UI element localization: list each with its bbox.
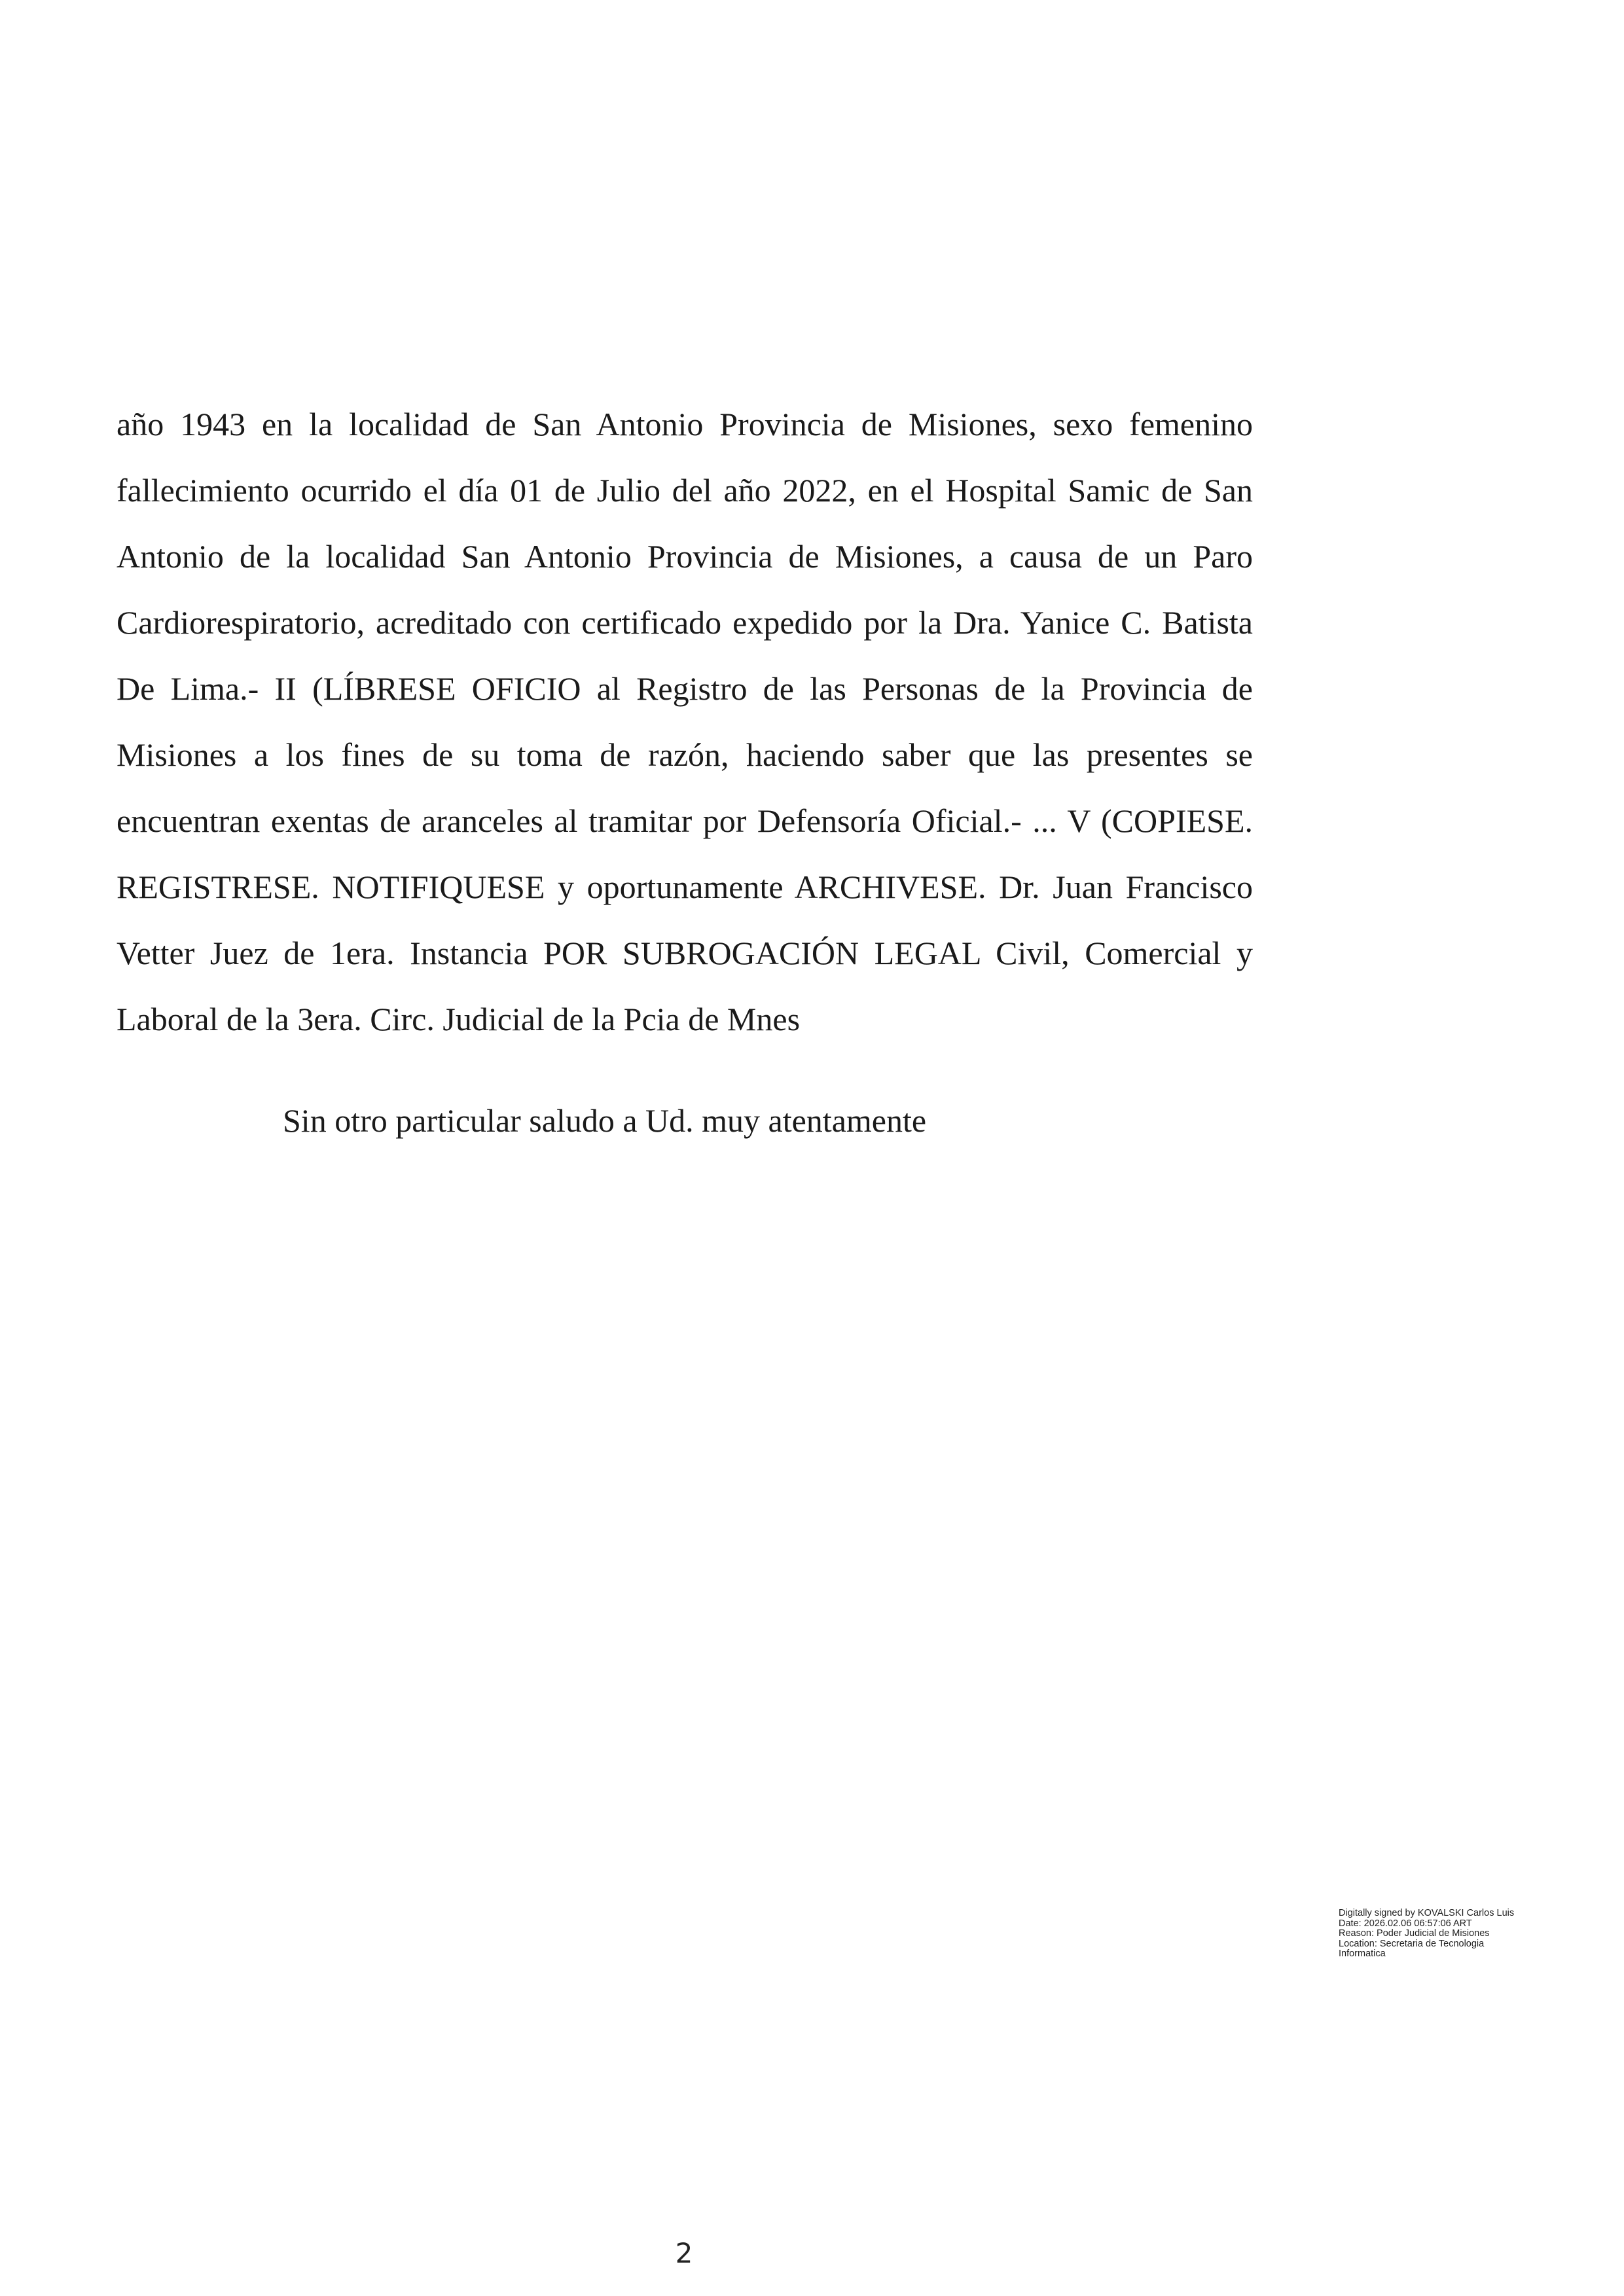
signature-location: Location: Secretaria de Tecnologia <box>1339 1938 1485 1949</box>
body-line: Cardiorespiratorio, acreditado con certificado expedido por la Dra. Yanice C. Batista <box>117 604 1253 641</box>
body-line: Misiones a los fines de su toma de razón, haciendo saber que las presentes se <box>117 736 1253 773</box>
page-number: 2 <box>675 2237 693 2269</box>
signature-location-cont: Informatica <box>1339 1948 1386 1959</box>
body-line: encuentran exentas de aranceles al tramitar por Defensoría Oficial.- ... V (COPIESE. <box>117 802 1253 839</box>
signature-signer: Digitally signed by KOVALSKI Carlos Luis <box>1339 1908 1515 1918</box>
signature-date: Date: 2026.02.06 06:57:06 ART <box>1339 1918 1472 1929</box>
body-line: Vetter Juez de 1era. Instancia POR SUBROGACIÓN LEGAL Civil, Comercial y <box>117 935 1253 971</box>
body-line: Laboral de la 3era. Circ. Judicial de la Pcia de Mnes <box>117 1001 801 1037</box>
signature-reason: Reason: Poder Judicial de Misiones <box>1339 1928 1490 1939</box>
body-line: año 1943 en la localidad de San Antonio Provincia de Misiones, sexo femenino <box>117 406 1253 442</box>
body-line: REGISTRESE. NOTIFIQUESE y oportunamente ARCHIVESE. Dr. Juan Francisco <box>117 869 1253 905</box>
body-paragraph <box>117 393 1253 1054</box>
digital-signature-stamp <box>1339 1909 1555 1960</box>
body-line: Antonio de la localidad San Antonio Provincia de Misiones, a causa de un Paro <box>117 538 1253 575</box>
body-line: De Lima.- II (LÍBRESE OFICIO al Registro de las Personas de la Provincia de <box>117 670 1253 707</box>
body-line: fallecimiento ocurrido el día 01 de Julio del año 2022, en el Hospital Samic de San <box>117 472 1253 509</box>
closing-salutation: Sin otro particular saludo a Ud. muy atentamente <box>283 1102 927 1139</box>
